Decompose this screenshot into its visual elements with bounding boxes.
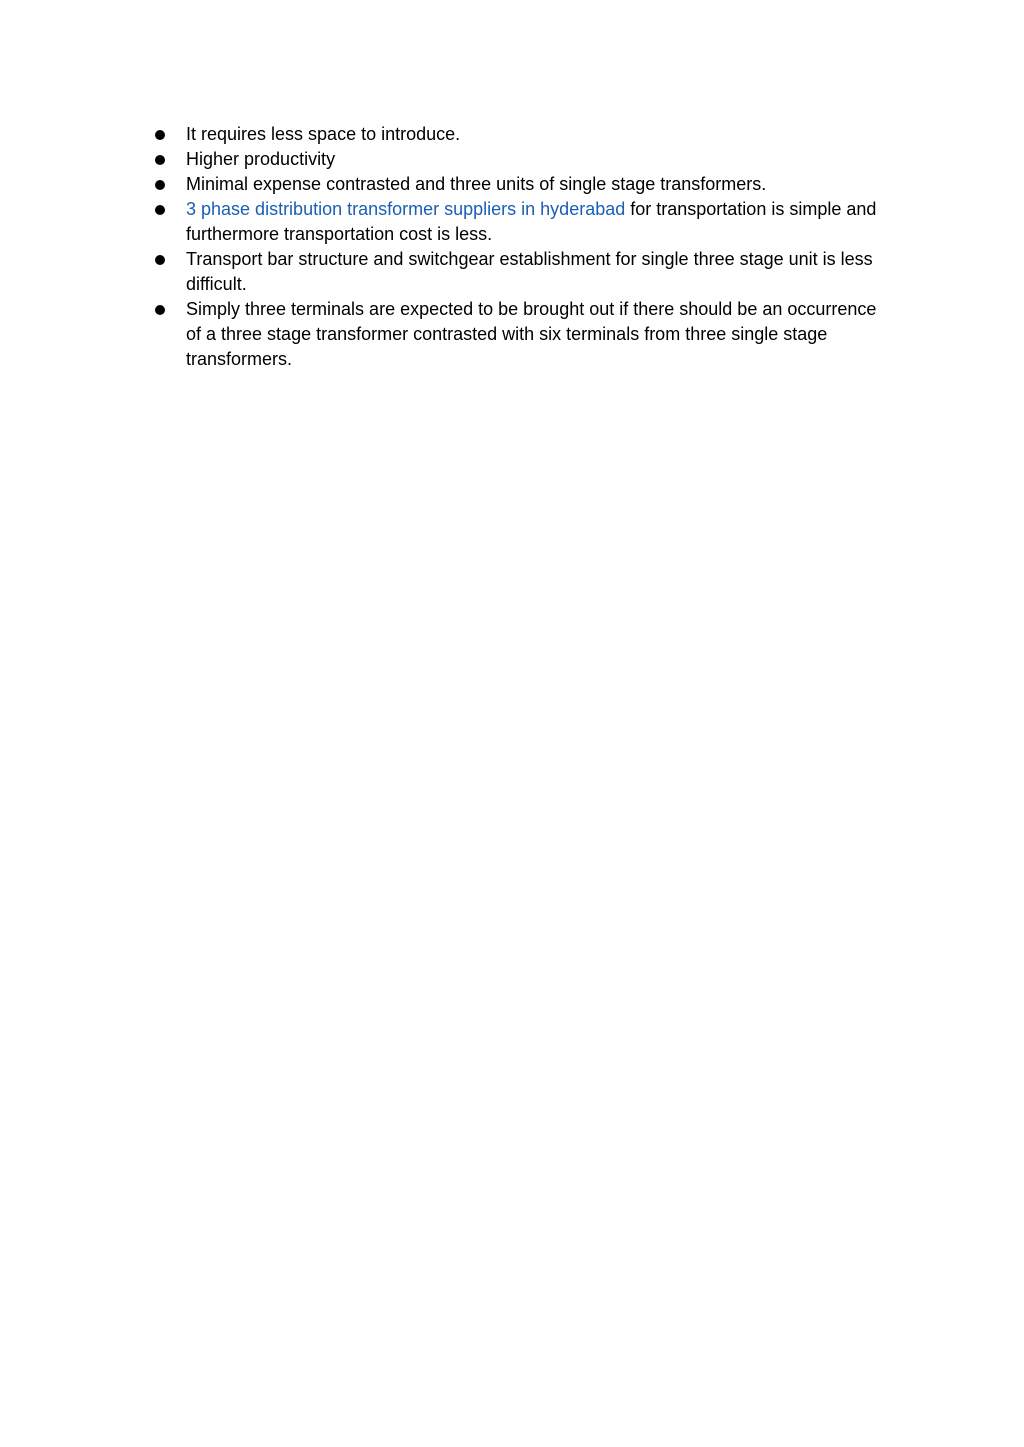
- bullet-dot-icon: [155, 255, 165, 265]
- bullet-dot-icon: [155, 205, 165, 215]
- list-item-text: Simply three terminals are expected to be brought out if there should be an occurrence of a three stage transformer contrasted with six terminals from three single stage transformers.: [186, 299, 877, 369]
- list-item-text: It requires less space to introduce.: [186, 124, 461, 144]
- bullet-dot-icon: [155, 180, 165, 190]
- list-item-text: Transport bar structure and switchgear establishment for single three stage unit is less difficult.: [186, 249, 873, 294]
- list-item: [150, 172, 890, 197]
- list-item: [150, 297, 890, 372]
- bullet-dot-icon: [155, 130, 165, 140]
- list-item: [150, 147, 890, 172]
- bullet-list: [150, 122, 890, 372]
- bullet-dot-icon: [155, 155, 165, 165]
- list-item: [150, 122, 890, 147]
- list-item-text: Minimal expense contrasted and three units of single stage transformers.: [186, 174, 767, 194]
- list-item: [150, 197, 890, 247]
- list-item-text: Higher productivity: [186, 149, 336, 169]
- bullet-dot-icon: [155, 305, 165, 315]
- list-item: [150, 247, 890, 297]
- supplier-link[interactable]: 3 phase distribution transformer suppliers in hyderabad: [186, 199, 626, 219]
- list-item-text: for transportation is simple and furthermore transportation cost is less.: [186, 199, 877, 244]
